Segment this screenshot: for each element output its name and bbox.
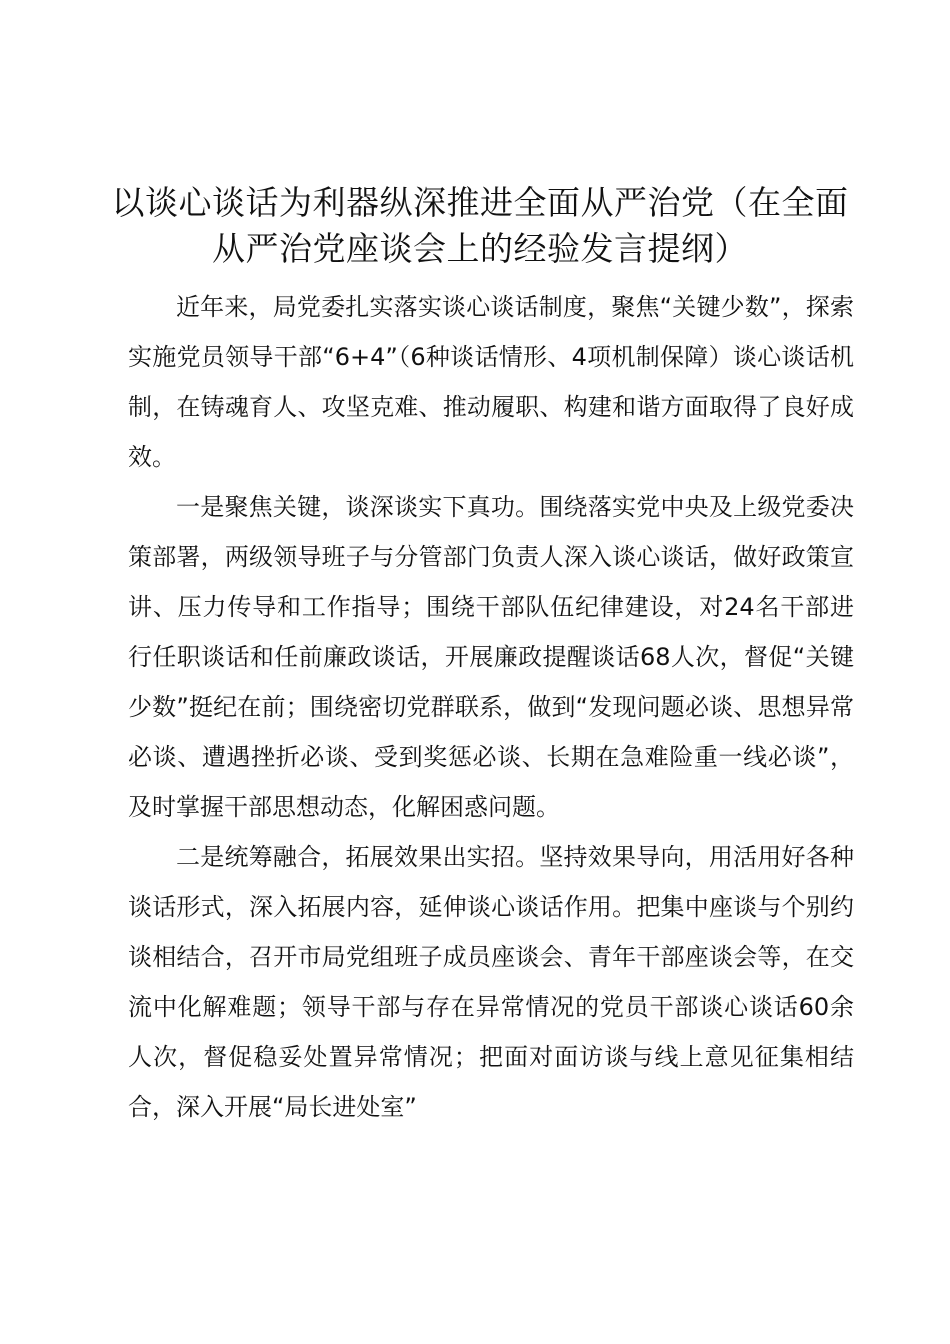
document-title: 以谈心谈话为利器纵深推进全面从严治党（在全面从严治党座谈会上的经验发言提纲） — [111, 183, 849, 268]
document-body — [128, 282, 854, 1132]
paragraph-point-two: 二是统筹融合，拓展效果出实招。坚持效果导向，用活用好各种谈话形式，深入拓展内容，延伸谈心谈话作用。把集中座谈与个别约谈相结合，召开市局党组班子成员座谈会、青年干部座谈会等，在交流中化解难题；领导干部与存在异常情况的党员干部谈心谈话60余人次，督促稳妥处置异常情况；把面对面访谈与线上意见征集相结合，深入开展“局长进处室” — [128, 843, 854, 1121]
paragraph-intro: 近年来，局党委扎实落实谈心谈话制度，聚焦“关键少数”，探索实施党员领导干部“6+4”（6种谈话情形、4项机制保障）谈心谈话机制，在铸魂育人、攻坚克难、推动履职、构建和谐方面取得了良好成效。 — [128, 293, 854, 471]
paragraph-point-one: 一是聚焦关键，谈深谈实下真功。围绕落实党中央及上级党委决策部署，两级领导班子与分管部门负责人深入谈心谈话，做好政策宣讲、压力传导和工作指导；围绕干部队伍纪律建设，对24名干部进行任职谈话和任前廉政谈话，开展廉政提醒谈话68人次，督促“关键少数”挺纪在前；围绕密切党群联系，做到“发现问题必谈、思想异常必谈、遭遇挫折必谈、受到奖惩必谈、长期在急难险重一线必谈”，及时掌握干部思想动态，化解困惑问题。 — [128, 493, 854, 821]
